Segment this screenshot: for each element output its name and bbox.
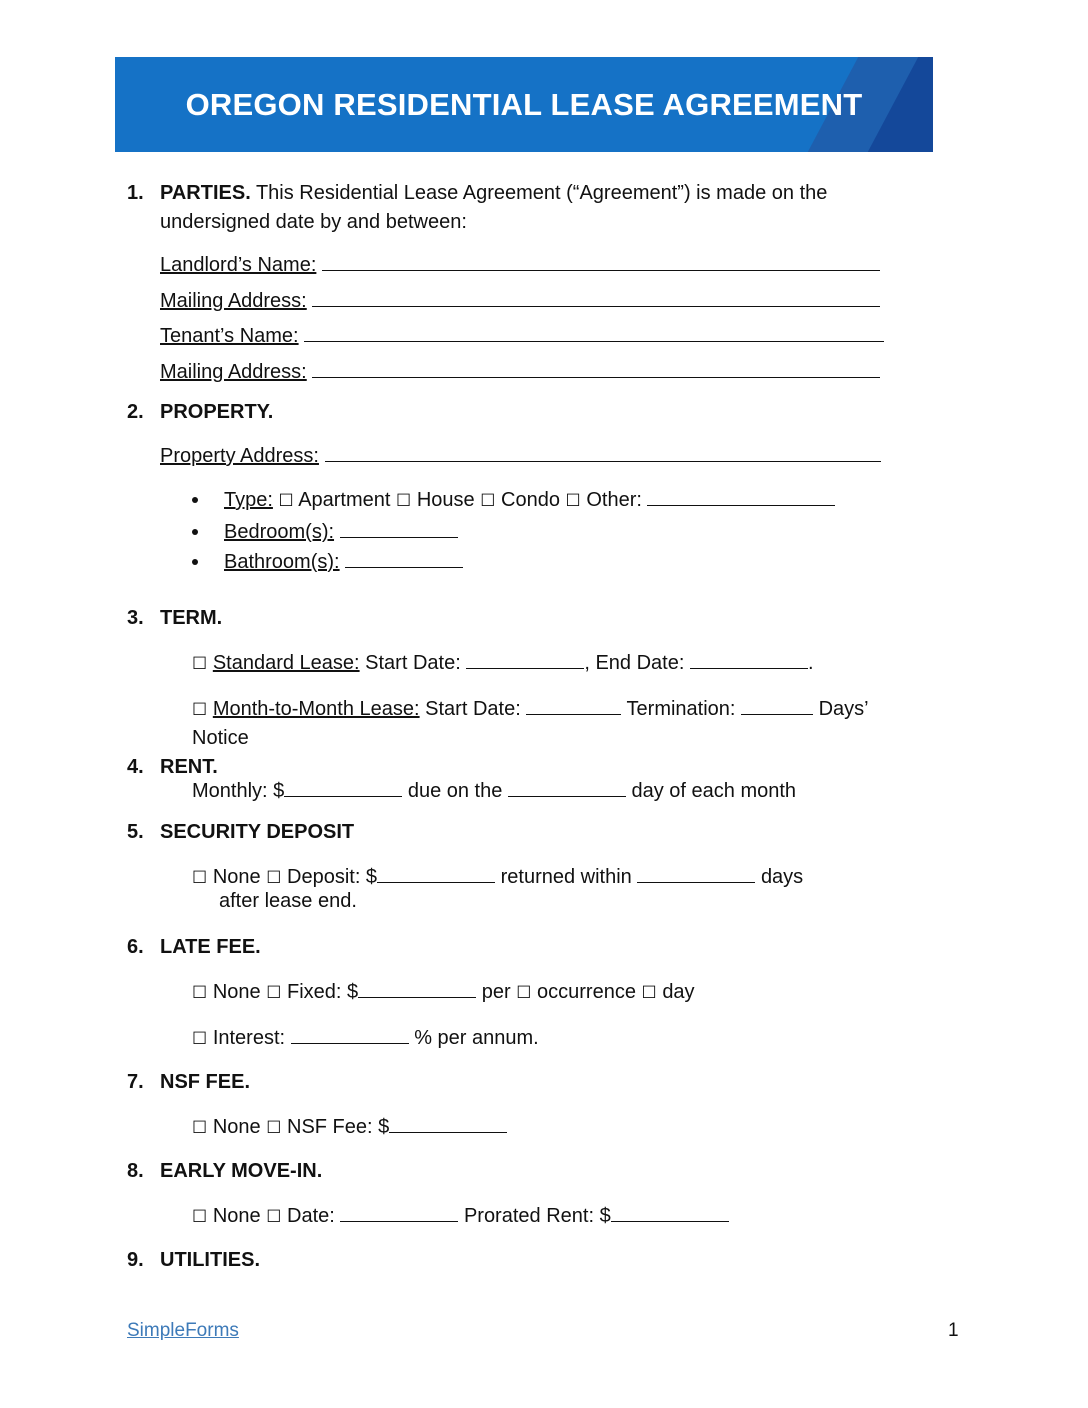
early-move-in-row (192, 1204, 729, 1228)
other-type-field[interactable] (647, 488, 835, 506)
landlord-name-field[interactable] (322, 253, 880, 271)
prorated-rent-field[interactable] (611, 1204, 729, 1222)
field-label-continued: after lease end. (219, 890, 357, 912)
deposit-amount-field[interactable] (377, 865, 495, 883)
section-heading: UTILITIES. (160, 1249, 260, 1271)
option-label: Condo (501, 489, 560, 511)
standard-lease-row (192, 651, 814, 675)
field-label: Mailing Address: (160, 290, 307, 312)
option-label: Other: (586, 489, 642, 511)
landlord-address-row (160, 289, 880, 313)
field-label: Landlord’s Name: (160, 254, 317, 276)
checkbox-none[interactable]: ☐ (192, 868, 208, 888)
option-label: None (212, 1116, 261, 1138)
tenant-name-row (160, 324, 884, 348)
option-label: Apartment (298, 489, 391, 511)
deposit-row (192, 865, 803, 889)
option-label: House (416, 489, 475, 511)
option-label: None (212, 1205, 261, 1227)
section-parties (160, 182, 827, 205)
option-label: day (662, 981, 695, 1003)
checkbox-none[interactable]: ☐ (192, 1207, 208, 1227)
field-label: day of each month (631, 780, 797, 802)
option-label: None (212, 866, 261, 888)
property-address-row (160, 444, 881, 468)
standard-start-date-field[interactable] (466, 651, 584, 669)
tenant-address-row (160, 360, 880, 384)
checkbox-occurrence[interactable]: ☐ (516, 983, 532, 1003)
field-label: Property Address: (160, 445, 319, 467)
interest-row (192, 1026, 539, 1050)
tenant-name-field[interactable] (304, 324, 884, 342)
section-heading: LATE FEE. (160, 936, 261, 958)
section-number: 1. (127, 182, 144, 204)
termination-days-field[interactable] (741, 697, 813, 715)
section-heading: SECURITY DEPOSIT (160, 821, 355, 843)
checkbox-condo[interactable]: ☐ (480, 491, 496, 511)
nsf-fee-field[interactable] (389, 1115, 507, 1133)
section-number: 9. (127, 1249, 144, 1271)
section-number: 5. (127, 821, 144, 843)
interest-rate-field[interactable] (291, 1026, 409, 1044)
section-number: 8. (127, 1160, 144, 1182)
option-label: NSF Fee: $ (287, 1116, 390, 1138)
section-number: 4. (127, 756, 144, 778)
section-heading: PROPERTY. (160, 401, 274, 423)
section-heading: RENT. (160, 756, 218, 778)
due-day-field[interactable] (508, 779, 626, 797)
checkbox-deposit[interactable]: ☐ (266, 868, 282, 888)
option-label: occurrence (537, 981, 636, 1003)
checkbox-date[interactable]: ☐ (266, 1207, 282, 1227)
field-label: Tenant’s Name: (160, 325, 299, 347)
option-label: Interest: (212, 1027, 286, 1049)
landlord-name-row (160, 253, 880, 277)
field-label: returned within (500, 866, 632, 888)
late-fee-amount-field[interactable] (358, 980, 476, 998)
section-heading: TERM. (160, 607, 223, 629)
field-label: Monthly: $ (192, 780, 285, 802)
paragraph-text: This Residential Lease Agreement (“Agreement”) is made on the (255, 182, 828, 204)
field-label: % per annum. (414, 1027, 539, 1049)
bedrooms-field[interactable] (340, 520, 458, 538)
document-title: OREGON RESIDENTIAL LEASE AGREEMENT (185, 87, 863, 122)
paragraph-text-continued: undersigned date by and between: (160, 211, 467, 233)
late-fee-row (192, 980, 695, 1004)
field-label: per (481, 981, 511, 1003)
property-address-field[interactable] (325, 444, 881, 462)
checkbox-apartment[interactable]: ☐ (278, 491, 294, 511)
title-banner (115, 57, 933, 152)
checkbox-standard-lease[interactable]: ☐ (192, 654, 208, 674)
bathrooms-field[interactable] (345, 550, 463, 568)
field-label: Mailing Address: (160, 361, 307, 383)
monthly-rent-field[interactable] (284, 779, 402, 797)
option-label: Standard Lease: (212, 652, 360, 674)
simpleforms-link[interactable]: SimpleForms (127, 1320, 239, 1341)
field-label: , End Date: (584, 652, 685, 674)
option-label: Fixed: $ (287, 981, 359, 1003)
checkbox-nsf-fee[interactable]: ☐ (266, 1118, 282, 1138)
bullet-icon (192, 497, 198, 503)
checkbox-other[interactable]: ☐ (565, 491, 581, 511)
field-label: Bedroom(s): (224, 521, 335, 543)
field-label: Start Date: (425, 698, 521, 720)
field-label: Type: (224, 489, 273, 511)
field-label: due on the (407, 780, 503, 802)
punctuation: . (807, 652, 814, 674)
checkbox-month-to-month[interactable]: ☐ (192, 700, 208, 720)
checkbox-none[interactable]: ☐ (192, 983, 208, 1003)
field-label: Start Date: (365, 652, 461, 674)
section-number: 3. (127, 607, 144, 629)
bullet-icon (192, 529, 198, 535)
field-label: Days’ (818, 698, 869, 720)
checkbox-fixed[interactable]: ☐ (266, 983, 282, 1003)
checkbox-house[interactable]: ☐ (396, 491, 412, 511)
nsf-row (192, 1115, 507, 1139)
return-days-field[interactable] (637, 865, 755, 883)
field-label: days (760, 866, 804, 888)
checkbox-day[interactable]: ☐ (641, 983, 657, 1003)
section-number: 6. (127, 936, 144, 958)
section-heading: PARTIES. (160, 182, 251, 204)
rent-row (192, 779, 796, 803)
checkbox-interest[interactable]: ☐ (192, 1029, 208, 1049)
section-heading: EARLY MOVE-IN. (160, 1160, 323, 1182)
field-label-continued: Notice (192, 727, 249, 749)
field-label: Termination: (626, 698, 736, 720)
option-label: None (212, 981, 261, 1003)
mtm-start-date-field[interactable] (526, 697, 621, 715)
month-to-month-row (192, 697, 869, 721)
option-label: Deposit: $ (287, 866, 378, 888)
standard-end-date-field[interactable] (690, 651, 808, 669)
section-heading: NSF FEE. (160, 1071, 251, 1093)
page-number: 1 (948, 1320, 959, 1341)
checkbox-none[interactable]: ☐ (192, 1118, 208, 1138)
tenant-address-field[interactable] (312, 360, 880, 378)
option-label: Date: (287, 1205, 335, 1227)
field-label: Prorated Rent: $ (463, 1205, 611, 1227)
section-number: 7. (127, 1071, 144, 1093)
landlord-address-field[interactable] (312, 289, 880, 307)
move-in-date-field[interactable] (340, 1204, 458, 1222)
bullet-icon (192, 559, 198, 565)
option-label: Month-to-Month Lease: (212, 698, 420, 720)
section-number: 2. (127, 401, 144, 423)
field-label: Bathroom(s): (224, 551, 340, 573)
